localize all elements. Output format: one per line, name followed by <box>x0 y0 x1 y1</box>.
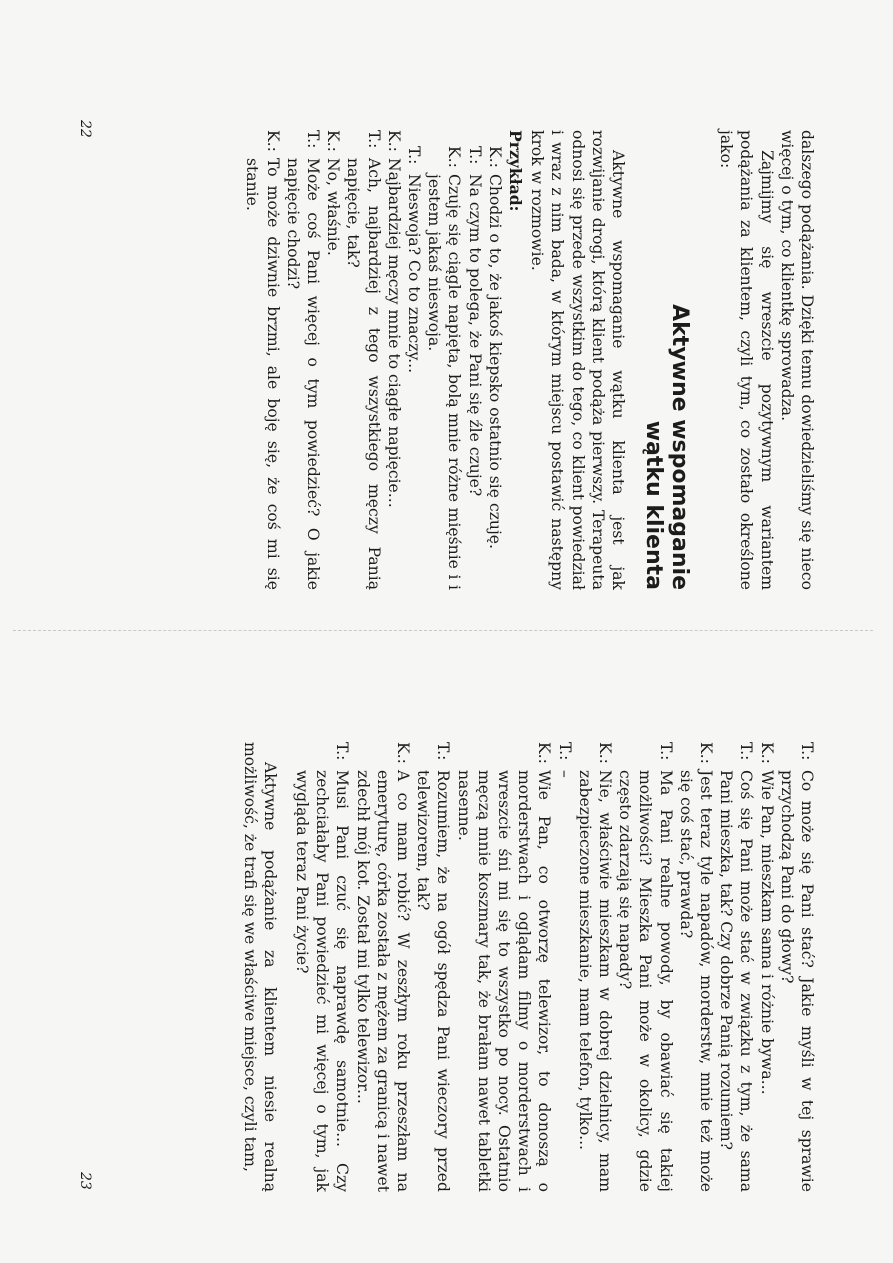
dialogue-line <box>464 146 484 590</box>
speaker: T.: <box>465 146 484 165</box>
dialogue-line <box>756 742 776 1192</box>
utterance: Jest teraz tyle napadów, morderstw, mnie też może się coś stać, prawda? <box>676 770 715 1192</box>
left-dialogue <box>242 130 505 590</box>
utterance: Musi Pani czuć się naprawdę samotnie... Czy zechciałaby Pani powiedzieć mi więcej o tym, jak wygląda teraz Pani życie? <box>292 770 352 1192</box>
closing-paragraph: Aktywne podążanie za klientem niesie realną możliwość, że trafi się we właściwe miejsce, czyli tam, <box>240 742 279 1192</box>
utterance: Na czym to polega, że Pani się źle czuje? <box>465 174 484 497</box>
speaker: T.: <box>364 130 383 149</box>
utterance: Czuję się ciągle napięta, bolą mnie różne mięśnie i i jestem jakaś nieswoja. <box>425 174 464 590</box>
section-title <box>640 130 692 590</box>
dialogue-line <box>485 146 505 590</box>
utterance: Ach, najbardziej z tego wszystkiego męczy Panią napięcie, tak? <box>344 158 383 590</box>
dialogue-line <box>292 742 353 1192</box>
utterance: Coś się Pani może stać w związku z tym, że sama Pani mieszka, tak? Czy dobrze Panią rozumiem? <box>717 770 756 1192</box>
utterance: Rozumiem, że na ogół spędza Pani wieczory przed telewizorem, tak? <box>414 770 453 1192</box>
speaker: T.: <box>656 742 675 761</box>
speaker: T.: <box>434 742 453 761</box>
dialogue-line <box>453 742 554 1192</box>
utterance: Może coś Pani więcej o tym powiedzieć? O jakie napięcie chodzi? <box>283 158 322 590</box>
speaker: K.: <box>485 146 504 168</box>
speaker: T.: <box>303 130 322 149</box>
body-paragraph: Aktywne wspomaganie wątku klienta jest jak rozwijanie drogi, którą klient podąża pierwszy. Terapeuta odnosi się przede wszystkim do tego, co klient powiedział i wraz z nim bada, w którym miejscu postawić następny krok w rozmowie. <box>528 130 627 590</box>
speaker: K.: <box>696 742 715 764</box>
dialogue-line <box>716 742 756 1192</box>
intro-paragraph-2: Zajmijmy się wreszcie pozytywnym wariantem podążania za klientem, czyli tym, co zostało określone jako: <box>717 130 776 590</box>
dialogue-line <box>615 742 676 1192</box>
speaker: K.: <box>757 742 776 764</box>
utterance: Nieswoja? Co to znaczy... <box>404 174 423 374</box>
utterance: Chodzi o to, że jakoś kiepsko ostatnio się czuję. <box>485 174 504 549</box>
example-label: Przykład: <box>505 130 525 212</box>
dialogue-line <box>554 742 574 1192</box>
speaker: T.: <box>555 742 574 761</box>
dialogue-line <box>777 742 817 1192</box>
utterance: Ma Pani realne powody, by obawiać się takiej możliwości? Mieszka Pani może w okolicy, gdzie często zdarzają się napady? <box>616 770 675 1192</box>
left-column <box>242 130 817 590</box>
dialogue-line <box>413 742 453 1192</box>
speaker: K.: <box>445 146 464 168</box>
utterance: Wie Pan, co otworzę telewizor, to donoszą o morderstwach i oglądam filmy o morderstwach i wreszcie śni mi się to wszystko po nocy. Ostatnio męczą mnie koszmary tak, że brałam nawet tabletki nasenne. <box>454 770 554 1192</box>
utterance: Najbardziej męczy mnie to ciągłe napięcie... <box>384 158 403 508</box>
dialogue-line <box>404 146 424 590</box>
page-number: 23 <box>77 1172 93 1190</box>
speaker: T.: <box>737 742 756 761</box>
dialogue-line <box>242 130 282 590</box>
speaker: T.: <box>404 146 423 165</box>
dialogue-line <box>283 130 323 590</box>
utterance: Co może się Pani stać? Jakie myśli w tej sprawie przychodzą Pani do głowy? <box>777 770 816 1192</box>
dialogue-line <box>575 742 615 1192</box>
page-number: 22 <box>77 120 93 138</box>
section-title-line-1: Aktywne wspomaganie <box>666 304 692 590</box>
dialogue-line <box>424 146 464 590</box>
dialogue-line <box>676 742 716 1192</box>
speaker: K.: <box>393 742 412 764</box>
speaker: T.: <box>798 742 816 761</box>
utterance: To może dziwnie brzmi, ale boję się, że coś mi się stanie. <box>243 158 282 590</box>
dialogue-line <box>323 130 343 590</box>
speaker: K.: <box>384 130 403 152</box>
right-column <box>239 742 817 1192</box>
speaker: K.: <box>535 742 554 764</box>
speaker: K.: <box>324 130 343 152</box>
speaker: K.: <box>595 742 614 764</box>
right-page <box>0 632 893 1263</box>
utterance: A co mam robić? W zeszłym roku przeszłam na emeryturę, córka została z mężem za granicą i nawet zdechł mój kot. Został mi tylko telewizor... <box>353 770 412 1192</box>
utterance: No, właśnie. <box>324 158 343 256</box>
utterance: – <box>555 770 574 778</box>
dialogue-line <box>352 742 413 1192</box>
speaker: T.: <box>333 742 352 761</box>
right-dialogue <box>292 742 817 1192</box>
dialogue-line <box>384 130 404 590</box>
speaker: K.: <box>263 130 282 152</box>
intro-paragraph-1: dalszego podążania. Dzięki temu dowiedzieliśmy się nieco więcej o tym, co klientkę sprowadza. <box>777 130 816 590</box>
section-title-line-2: wątku klienta <box>640 420 666 590</box>
left-page <box>0 0 893 630</box>
utterance: Wie Pan, mieszkam sama i różnie bywa... <box>757 770 776 1095</box>
dialogue-line <box>343 130 383 590</box>
utterance: Nie, właściwie mieszkam w dobrej dzielnicy, mam zabezpieczone mieszkanie, mam telefon, tylko... <box>575 770 614 1192</box>
